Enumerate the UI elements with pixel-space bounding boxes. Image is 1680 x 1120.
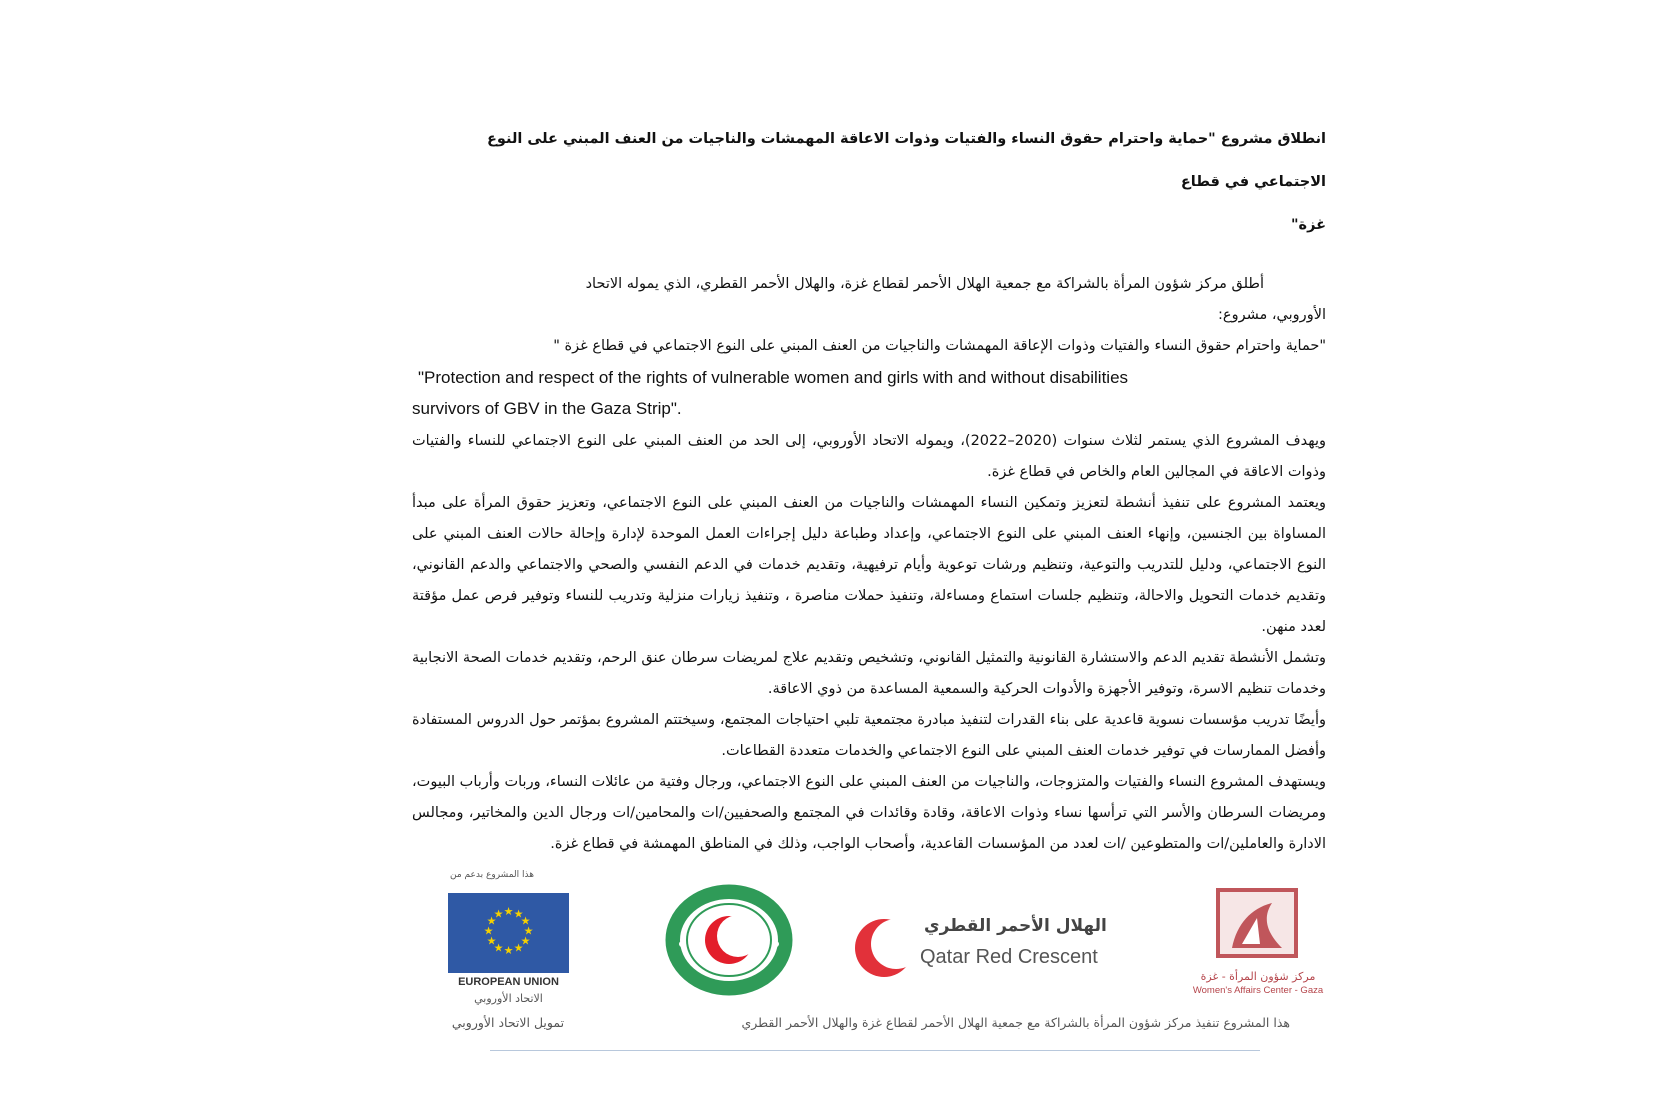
- intro-line-1: أطلق مركز شؤون المرأة بالشراكة مع جمعية الهلال الأحمر لقطاع غزة، والهلال الأحمر القطري، الذي يموله الاتحاد: [585, 276, 1264, 292]
- paragraph-targets: ويستهدف المشروع النساء والفتيات والمتزوجات، والناجيات من العنف المبني على النوع الاجتماعي، ورجال وفتية من عائلات النساء، وربات وأرباب البيوت، ومريضات السرطان والأسر التي ترأسها نساء وذوات الاعاقة، وقادة وقائدات في المجتمع والصحفيين/ات والمحامين/ات ورجال الدين والمخاتير، ومجالس الادارة والعاملين/ات والمتطوعين /ات لعدد من المؤسسات القاعدية، وأصحاب الواجب، وذلك في المناطق المهمشة في قطاع غزة.: [412, 774, 1326, 852]
- project-name-arabic: "حماية واحترام حقوق النساء والفتيات وذوات الإعاقة المهمشات والناجيات من العنف المبني على النوع الاجتماعي في قطاع غزة ": [553, 338, 1326, 354]
- eu-flag-icon: [448, 893, 569, 973]
- paragraph-activities: ويعتمد المشروع على تنفيذ أنشطة لتعزيز وتمكين النساء المهمشات والناجيات من العنف المبني على النوع الاجتماعي، وتعزيز حقوق المرأة على مبدأ المساواة بين الجنسين، وإنهاء العنف المبني على النوع الاجتماعي، وإعداد وطباعة دليل إجراءات العمل الموحدة لإدارة وإحالة حالات العنف المبني على النوع الاجتماعي، ودليل للتدريب والتوعية، وتنظيم ورشات توعوية وأيام ترفيهية، وتقديم خدمات في الدعم النفسي والصحي والاجتماعي والدعم القانوني، وتقديم خدمات التحويل والاحالة، وتنظيم جلسات استماع ومساءلة، وتنفيذ حملات مناصرة ، وتنفيذ زيارات منزلية وتدريب للنساء وتوفير فرص عمل مؤقتة لعدد منهن.: [412, 495, 1326, 635]
- svg-text:★: ★: [493, 941, 504, 955]
- wac-name-english: Women's Affairs Center - Gaza: [1192, 985, 1324, 996]
- svg-text:★: ★: [513, 941, 524, 955]
- svg-text:★: ★: [520, 914, 531, 928]
- qatar-red-crescent-logo: [852, 914, 1152, 984]
- footer-divider: [490, 1050, 1260, 1051]
- title-line-2: غزة": [1290, 217, 1326, 233]
- eu-support-label: هذا المشروع بدعم من: [450, 870, 534, 880]
- svg-text:★: ★: [513, 907, 524, 921]
- qrc-name-english: Qatar Red Crescent: [920, 946, 1098, 968]
- wac-name-arabic: مركز شؤون المرأة - غزة: [1200, 970, 1316, 983]
- qrc-name-arabic: الهلال الأحمر القطري: [924, 916, 1107, 936]
- svg-text:★: ★: [520, 934, 531, 948]
- svg-text:★: ★: [523, 924, 534, 938]
- partners-caption: هذا المشروع تنفيذ مركز شؤون المرأة بالشراكة مع جمعية الهلال الأحمر لقطاع غزة والهلال الأحمر القطري: [741, 1015, 1290, 1030]
- eu-funding-caption: تمويل الاتحاد الأوروبي: [451, 1015, 565, 1030]
- qatar-crescent-icon: [852, 916, 916, 980]
- svg-text:★: ★: [503, 905, 514, 918]
- project-name-english-line-2: survivors of GBV in the Gaza Strip".: [412, 399, 682, 418]
- paragraph-training: وأيضًا تدريب مؤسسات نسوية قاعدية على بناء القدرات لتنفيذ مبادرة مجتمعية تلبي احتياجات المجتمع، وسيختتم المشروع بمؤتمر حول الدروس المستفادة وأفضل الممارسات في توفير خدمات العنف المبني على النوع الاجتماعي والخدمات متعددة القطاعات.: [412, 712, 1326, 759]
- svg-text:★: ★: [483, 924, 494, 938]
- palestine-red-crescent-logo-icon: [664, 884, 794, 996]
- eu-name-arabic: الاتحاد الأوروبي: [474, 992, 543, 1005]
- eu-name-english: EUROPEAN UNION: [458, 976, 559, 988]
- project-name-english: [412, 362, 1326, 424]
- logos-footer: [420, 870, 1324, 1030]
- svg-text:★: ★: [486, 914, 497, 928]
- svg-text:★: ★: [486, 934, 497, 948]
- intro-paragraph: [412, 269, 1326, 331]
- document-body: [412, 118, 1326, 860]
- paragraph-goal: ويهدف المشروع الذي يستمر لثلاث سنوات (2020–2022)، ويموله الاتحاد الأوروبي، إلى الحد من العنف المبني على النوع الاجتماعي للنساء والفتيات وذوات الاعاقة في المجالين العام والخاص في قطاع غزة.: [412, 433, 1327, 480]
- svg-text:★: ★: [503, 944, 514, 957]
- document-title: [412, 118, 1326, 247]
- intro-line-2: الأوروبي، مشروع:: [1218, 307, 1326, 323]
- paragraph-services: وتشمل الأنشطة تقديم الدعم والاستشارة القانونية والتمثيل القانوني، وتشخيص وتقديم علاج لمريضات سرطان عنق الرحم، وتقديم خدمات الصحة الانجابية وخدمات تنظيم الاسرة، وتوفير الأجهزة والأدوات الحركية والسمعية المساعدة من ذوي الاعاقة.: [412, 650, 1326, 697]
- project-name-english-line-1: "Protection and respect of the rights of vulnerable women and girls with and without disabilities: [418, 368, 1129, 387]
- title-line-1: انطلاق مشروع "حماية واحترام حقوق النساء والفتيات وذوات الاعاقة المهمشات والناجيات من العنف المبني على النوع الاجتماعي في قطاع: [487, 131, 1326, 190]
- svg-text:★: ★: [493, 907, 504, 921]
